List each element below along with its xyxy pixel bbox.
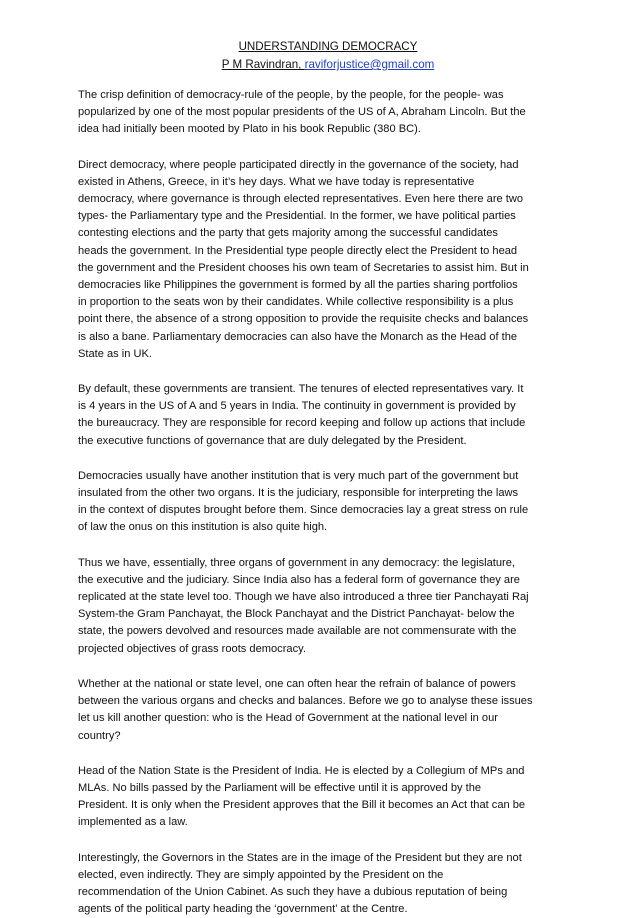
paragraph-governors: Interestingly, the Governors in the States are in the image of the President but they are not elected, even indirectly. They are simply appointed by the President on the recommendation of the Union Cabinet. As such they have a dubious reputation of being agents of the political party heading the ‘government’ at the Centre. bbox=[78, 851, 522, 916]
paragraph-judiciary: Democracies usually have another institution that is very much part of the government but insulated from the other two organs. It is the judiciary, responsible for interpreting the laws in the context of disputes brought before them. Since democracies lay a great stress on rule of law the onus on this institution is also quite high. bbox=[78, 469, 529, 534]
paragraph-direct-democracy: Direct democracy, where people participated directly in the governance of the society, had existed in Athens, Greece, in it’s hey days. What we have today is representative democracy, where governance is through elected representatives. Even here there are two types- the Parliamentary type and the Presidential. In the former, we have political parties contesting elections and the party that gets majority among the successful candidates heads the government. In the Presidential type people directly elect the President to head the government and the President chooses his own team of Secretaries to assist him. But in democracies like Philippines the government is formed by all the parties sharing portfolios in proportion to the seats won by their candidates. While collective responsibility is a plus point there, the absence of a strong opposition to provide the requisite checks and balances is also a bane. Parliamentary democracies can also have the Monarch as the Head of the State as in UK. bbox=[78, 158, 529, 360]
paragraph-balance-of-powers: Whether at the national or state level, one can often hear the refrain of balance of powers between the various organs and checks and balances. Before we go to analyse these issues let us kill another question: who is the Head of Government at the national level in our country? bbox=[78, 677, 533, 742]
paragraph-head-of-state: Head of the Nation State is the President of India. He is elected by a Collegium of MPs and MLAs. No bills passed by the Parliament will be effective until it is approved by the President. It is only when the President approves that the Bill it becomes an Act that can be implemented as a law. bbox=[78, 764, 526, 829]
author-name: P M Ravindran, bbox=[221, 58, 305, 71]
paragraph-three-organs: Thus we have, essentially, three organs of government in any democracy: the legislature, the executive and the judiciary. Since India also has a federal form of governance they are replicated at the state level too. Though we have also introduced a three tier Panchayati Raj System-the Gram Panchayat, the Block Panchayat and the District Panchayat- below the state, the powers devolved and resources made available are not commensurate with the projected objectives of grass roots democracy. bbox=[78, 556, 529, 655]
byline bbox=[78, 56, 578, 74]
paragraph-definition: The crisp definition of democracy-rule of the people, by the people, for the people- was popularized by one of the most popular presidents of the US of A, Abraham Lincoln. But the idea had initially been mooted by Plato in his book Republic (380 BC). bbox=[78, 89, 526, 136]
author-email-link[interactable]: raviforjustice@gmail.com bbox=[304, 58, 435, 71]
document-title: UNDERSTANDING DEMOCRACY bbox=[238, 40, 418, 53]
paragraph-transient-governments: By default, these governments are transient. The tenures of elected representatives vary. It is 4 years in the US of A and 5 years in India. The continuity in government is provided by the bureaucracy. They are responsible for record keeping and follow up actions that include the executive functions of governance that are duly delegated by the President. bbox=[78, 383, 526, 447]
